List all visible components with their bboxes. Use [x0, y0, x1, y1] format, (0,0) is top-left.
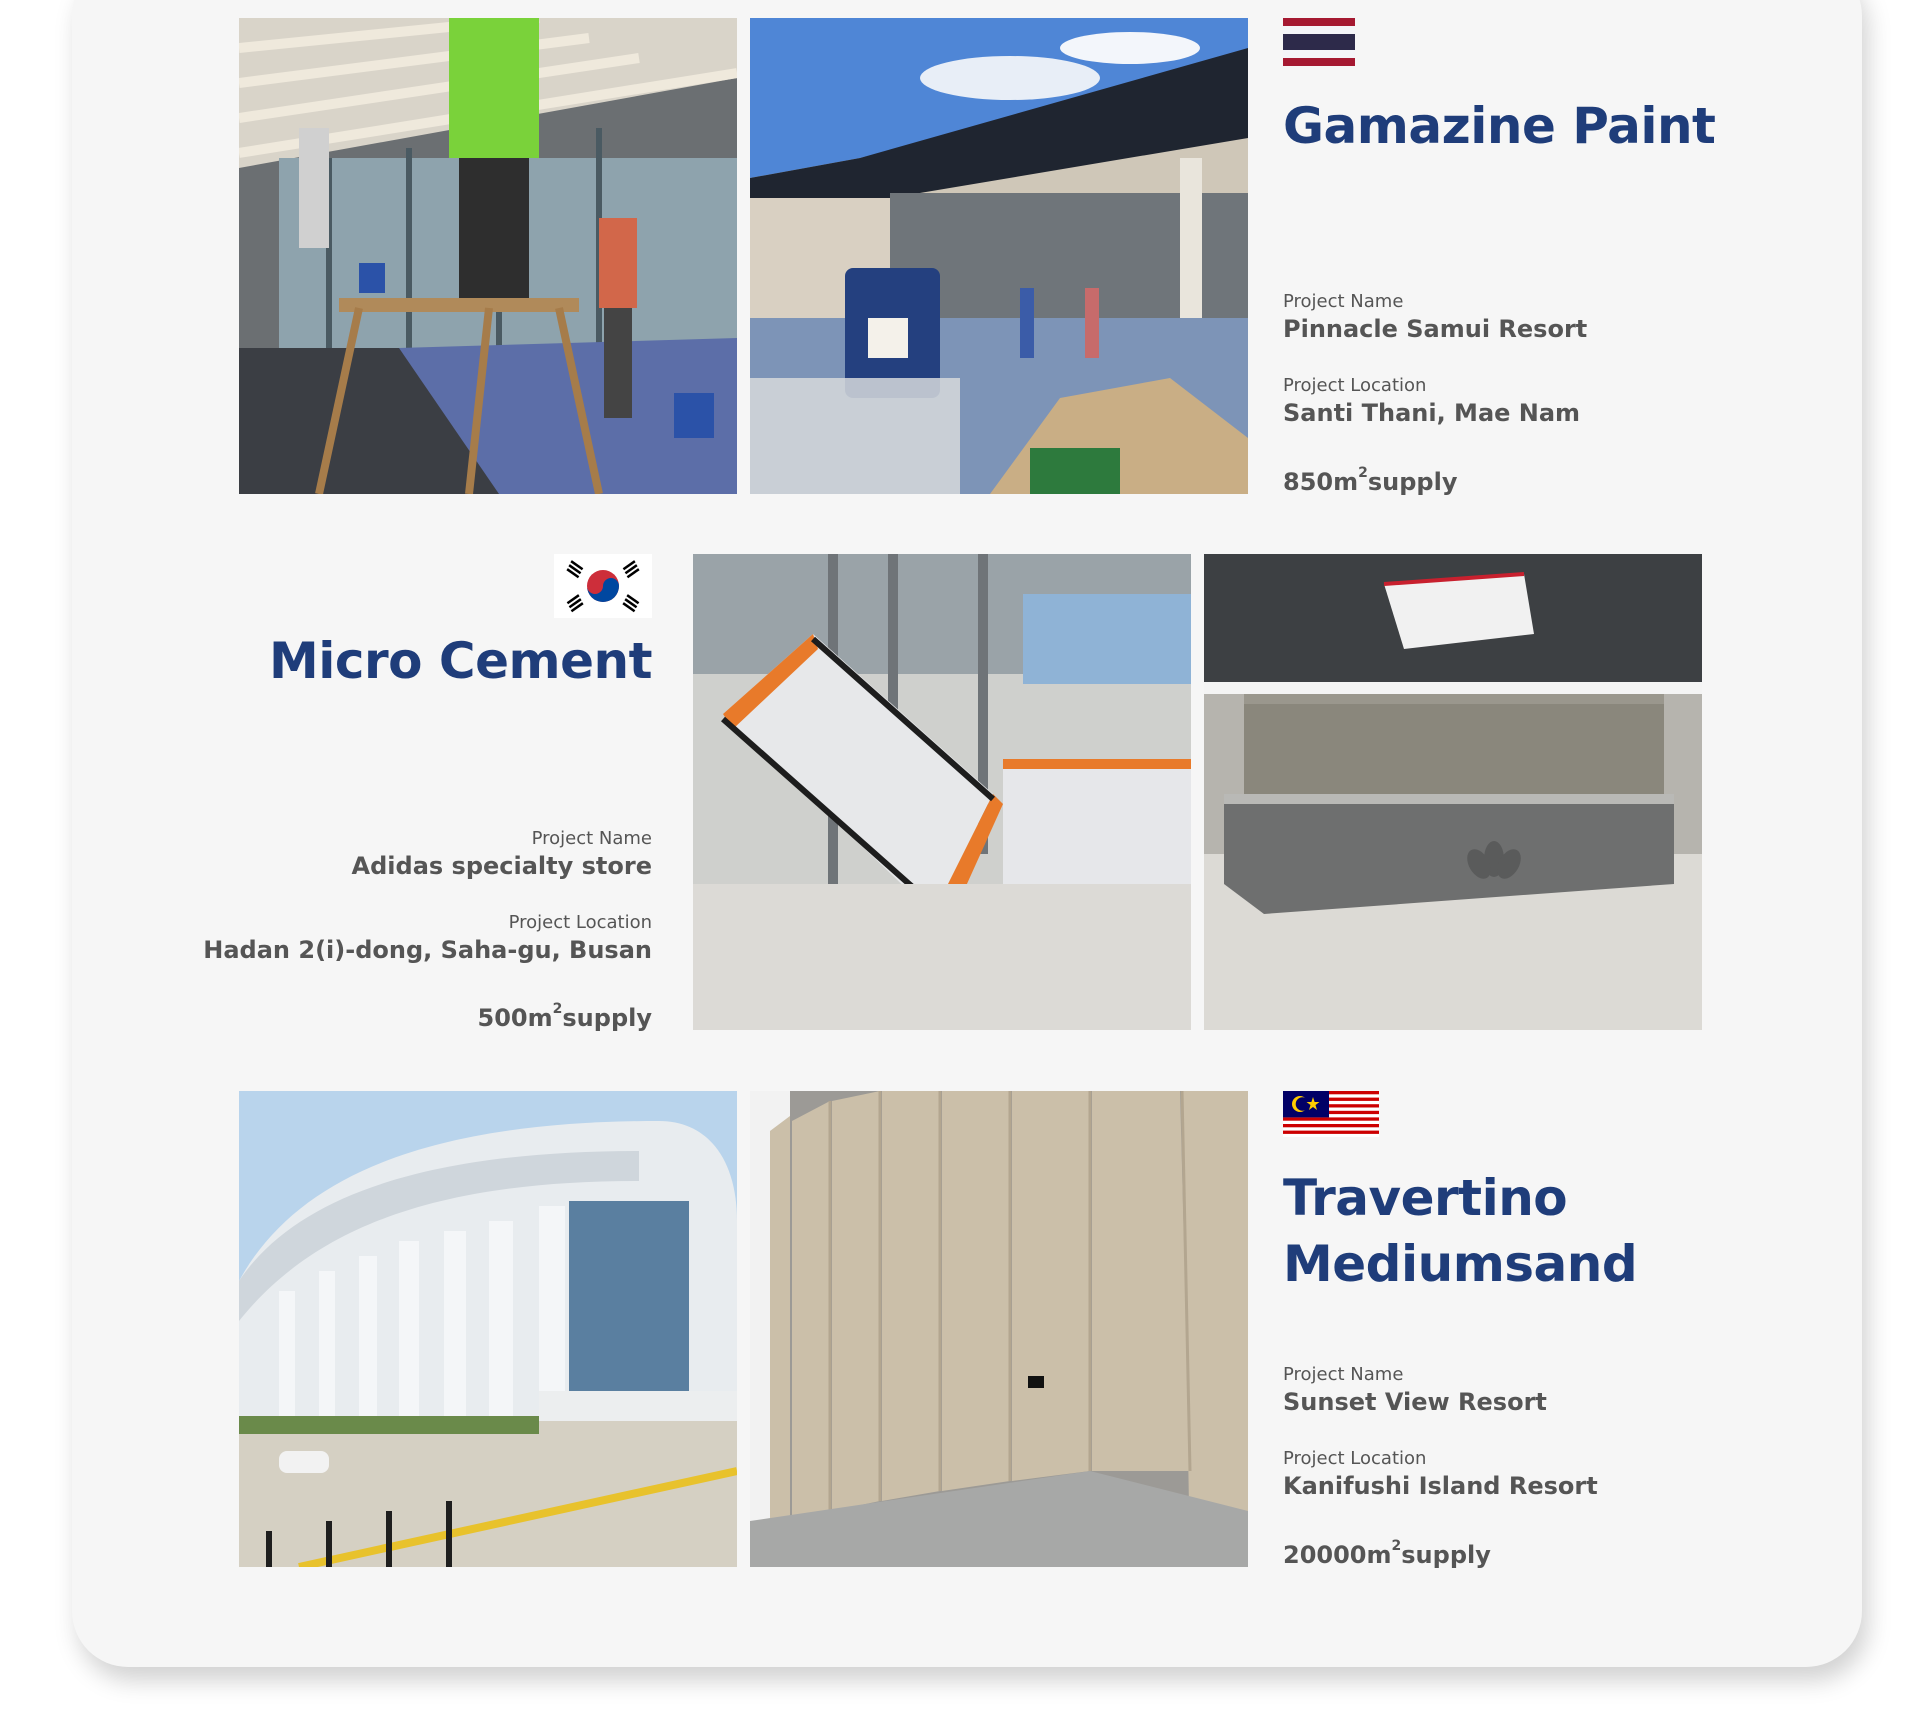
supply-value: 850m [1283, 468, 1359, 496]
painters-on-scaffold-photo [239, 18, 737, 494]
product-title-line1: Travertino [1283, 1169, 1568, 1227]
supply-exponent: 2 [1358, 465, 1368, 481]
store-counter-photo [1204, 554, 1702, 1030]
thailand-flag [1283, 18, 1355, 66]
supply-value: 500m [477, 1004, 553, 1032]
product-title: Gamazine Paint [1283, 97, 1716, 155]
project-location-label: Project Location [1283, 375, 1427, 396]
projects-card [72, 0, 1862, 1667]
project-location-label: Project Location [1283, 1448, 1427, 1469]
project-name-label: Project Name [1283, 1364, 1404, 1385]
supply-exponent: 2 [1391, 1538, 1402, 1554]
supply-suffix: supply [1367, 468, 1458, 496]
staircase-interior-photo [693, 554, 1191, 1030]
project-name-label: Project Name [531, 828, 652, 849]
product-title-line2: Mediumsand [1283, 1235, 1638, 1293]
supply-suffix: supply [562, 1004, 652, 1032]
south-korea-flag [554, 554, 652, 618]
supply-exponent: 2 [552, 1001, 563, 1017]
project-location: Hadan 2(i)-dong, Saha-gu, Busan [203, 936, 652, 964]
project-name: Adidas specialty store [351, 852, 652, 880]
project-name-label: Project Name [1283, 291, 1404, 312]
supply-amount [1283, 465, 1458, 496]
malaysia-flag [1283, 1091, 1379, 1137]
supply-amount [252, 1001, 652, 1032]
supply-amount [1283, 1538, 1491, 1569]
project-location-label: Project Location [508, 912, 652, 933]
project-location: Santi Thani, Mae Nam [1283, 399, 1581, 427]
curved-building-exterior-photo [239, 1091, 737, 1567]
paint-bucket-site-photo [750, 18, 1248, 494]
product-title: Micro Cement [268, 632, 652, 690]
project-name: Sunset View Resort [1283, 1388, 1547, 1416]
travertine-panels-photo [750, 1091, 1248, 1567]
supply-value: 20000m [1283, 1541, 1392, 1569]
project-name: Pinnacle Samui Resort [1283, 315, 1588, 343]
project-location: Kanifushi Island Resort [1283, 1472, 1598, 1500]
product-title [1283, 1165, 1637, 1297]
supply-suffix: supply [1401, 1541, 1491, 1569]
